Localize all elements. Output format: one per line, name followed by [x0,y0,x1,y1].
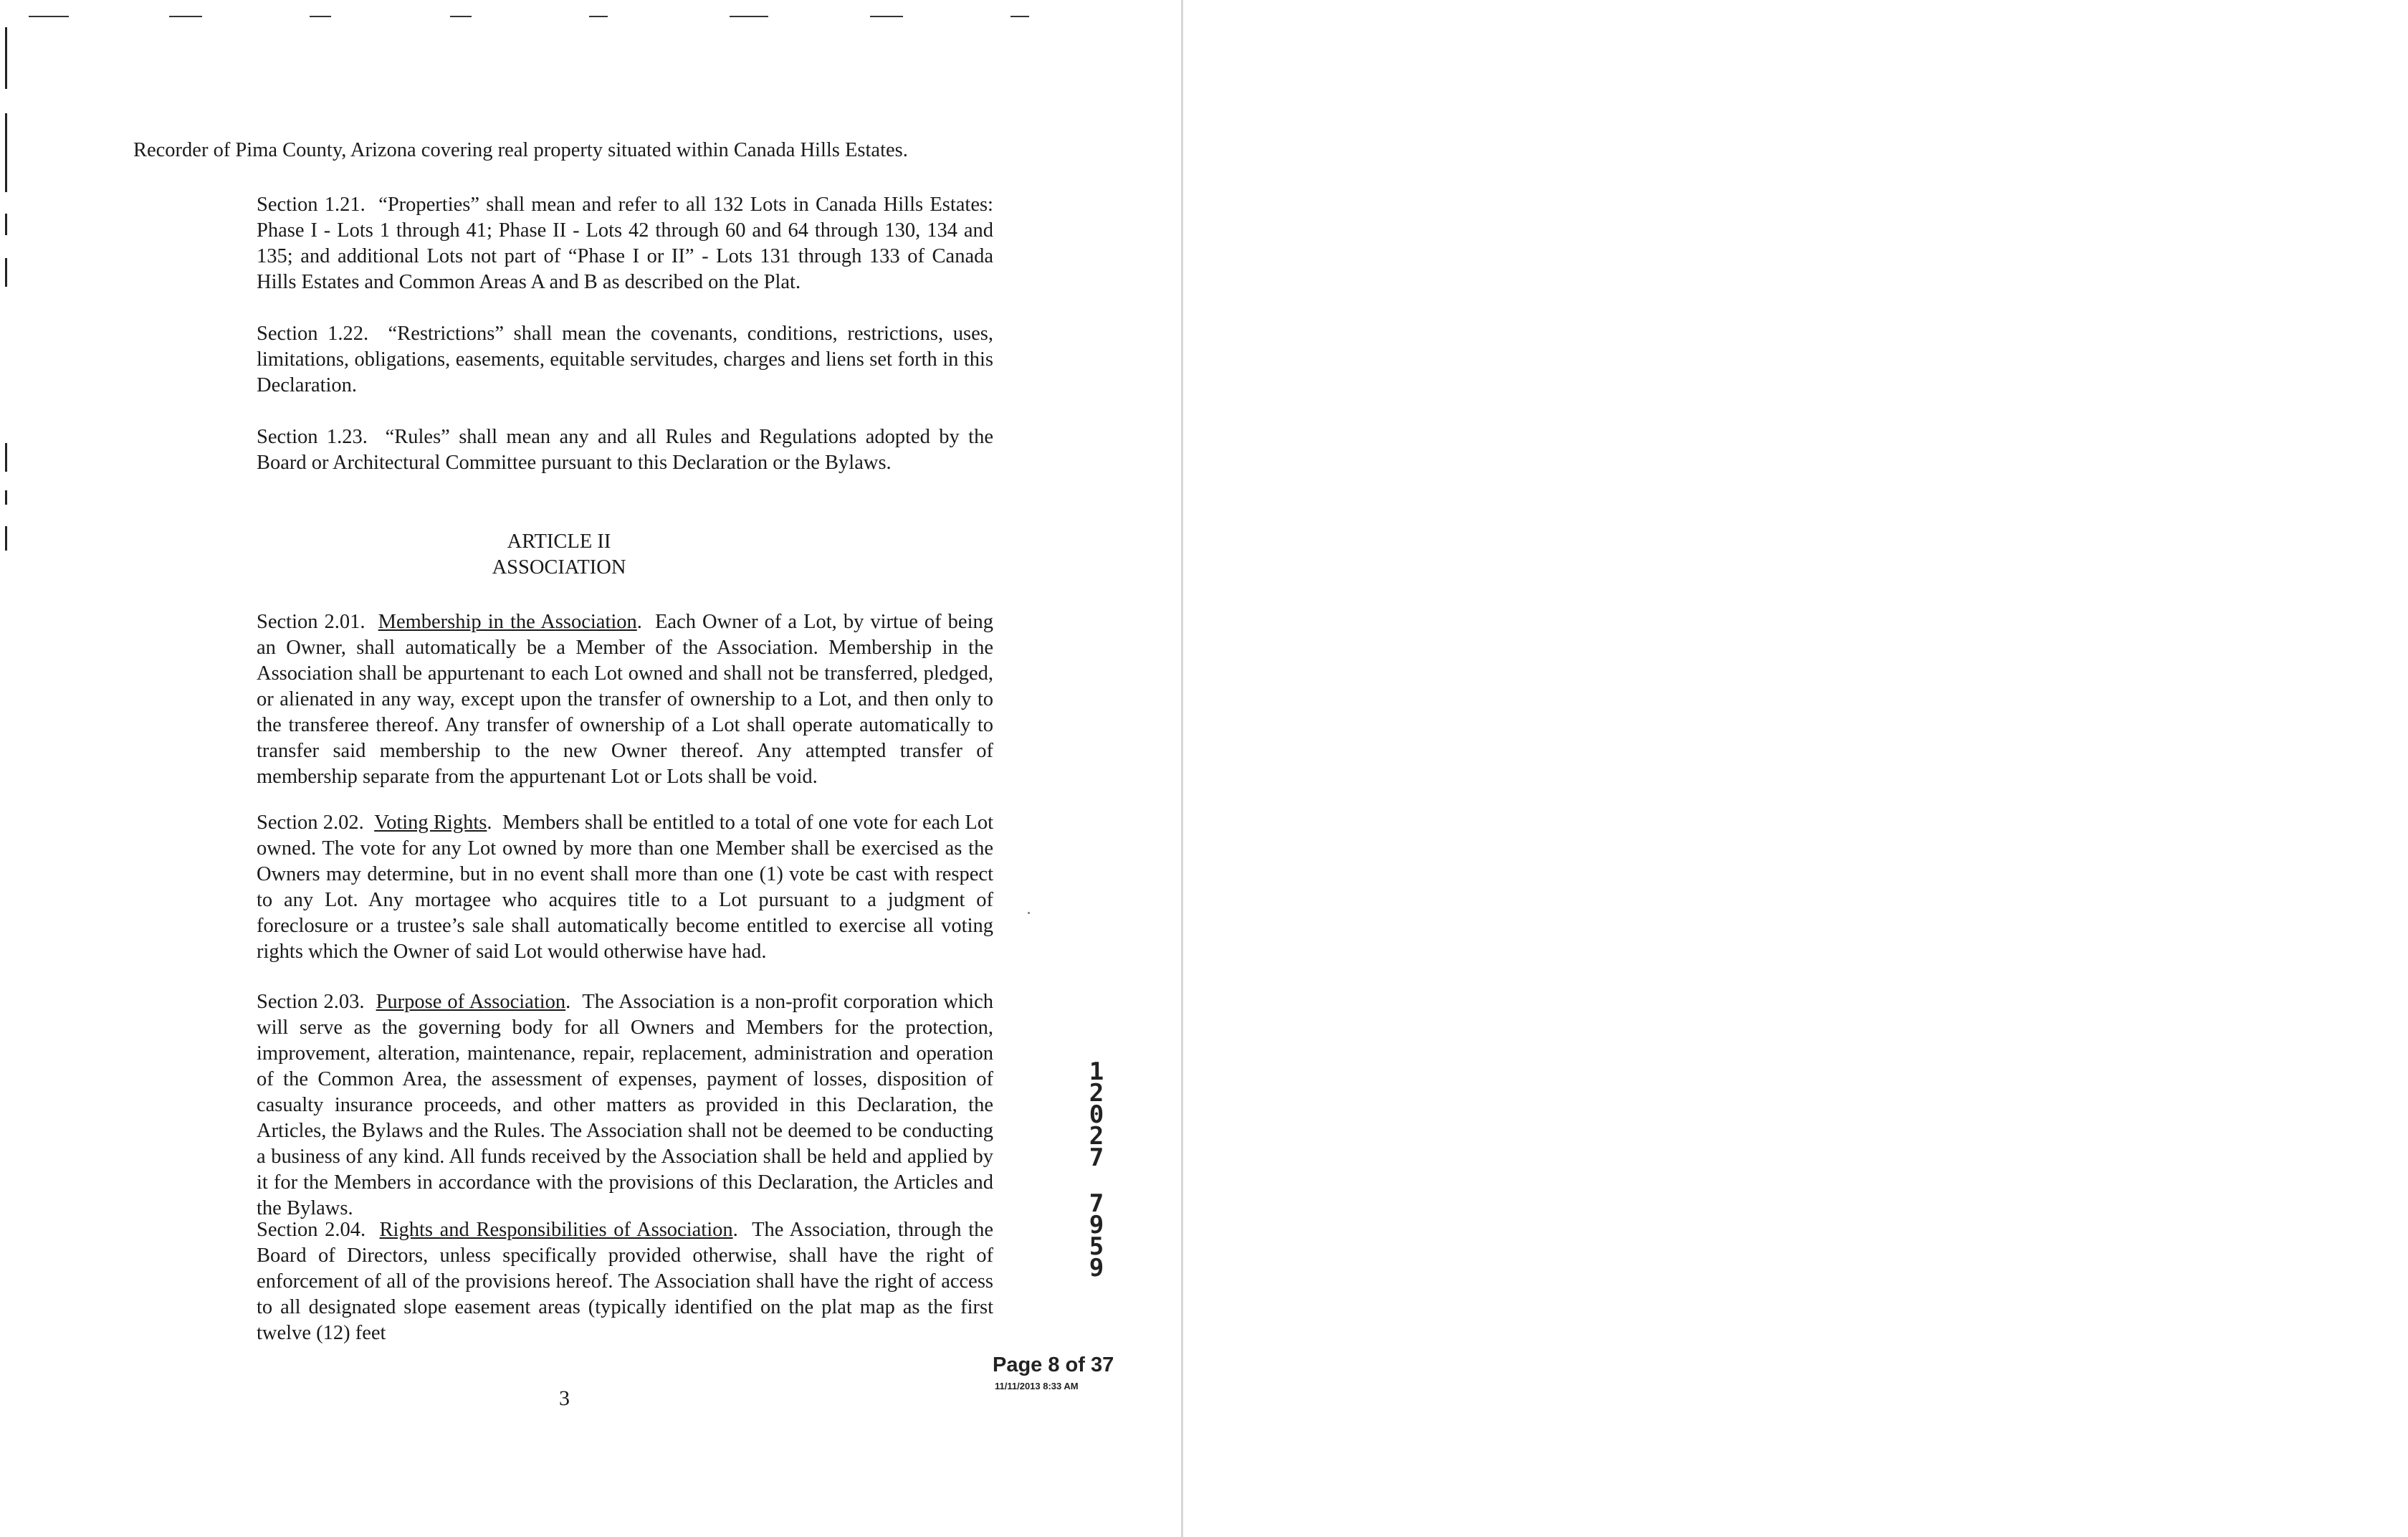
section-heading: Membership in the Association [378,611,637,633]
recorder-stamp-digit: 7 [1089,1143,1104,1172]
section-1-21 [133,192,993,295]
scan-margin-mark [5,526,7,551]
recorder-stamp-digit: 1 [1089,1057,1104,1086]
section-number: Section 2.02. [257,812,364,834]
section-2-04: Section 2.04. Rights and Responsibilities of Association. The Association, through the Board of Directors, unless specifically provided otherwise, shall have the right of enforcement of all of the provisions hereof. The Association shall have the right of access to all designated slope easement areas (typically identified on the plat map as the first twelve (12) feet [257,1219,994,1344]
print-timestamp: 11/11/2013 8:33 AM [995,1381,1079,1391]
recorder-stamp-digit: 9 [1089,1254,1104,1283]
section-text: “Properties” shall mean and refer to all 132 Lots in Canada Hills Estates: Phase I - Lots 1 through 41; Phase II - Lots 42 through 60 and 64 through 130, 134 and 135; and additional Lots not part of “Phase I or II” - Lots 131 through 133 of Canada Hills Estates and Common Areas A and B as described on the Plat. [257,194,993,293]
scan-mark [589,16,608,17]
section-heading: Rights and Responsibilities of Association [379,1219,733,1241]
recorder-stamp-digit: 0 [1089,1100,1104,1129]
scan-margin-mark [5,27,7,89]
section-1-22 [133,321,993,399]
recorder-stamp-digit: 2 [1089,1079,1104,1108]
section-text: The Association is a non-profit corporation which will serve as the governing body for all Owners and Members for the protection, improvement, alteration, maintenance, repair, replacement, administration and operation of the Common Area, the assessment of expenses, payment of losses, disposition of casualty insurance proceeds, and other matters as provided in this Declaration, the Articles, the Bylaws and the Rules. The Association shall not be deemed to be conducting a business of any kind. All funds received by the Association shall be held and applied by it for the Members in accordance with the provisions of this Declaration, the Articles and the Bylaws. [257,991,993,1219]
scan-mark [1010,16,1029,17]
section-text: Each Owner of a Lot, by virtue of being an Owner, shall automatically be a Member of the Association. Membership in the Association shall be appurtenant to each Lot owned and shall not be transferred, pledged, or alienated in any way, except upon the transfer of ownership to a Lot, and then only to the transferee thereof. Any transfer of ownership of a Lot shall operate automatically to transfer said membership to the new Owner thereof. Any attempted transfer of membership separate from the appurtenant Lot or Lots shall be void. [257,611,993,788]
scan-mark [169,16,202,17]
scan-mark [730,16,768,17]
section-heading: Purpose of Association [376,991,566,1013]
recorder-stamp-digit: 5 [1089,1232,1104,1261]
section-text: “Restrictions” shall mean the covenants, conditions, restrictions, uses, limitations, obligations, easements, equitable servitudes, charges and liens set forth in this Declaration. [257,323,993,396]
intro-line: Recorder of Pima County, Arizona covering real property situated within Canada Hills Estates. [133,139,908,161]
scan-mark [450,16,472,17]
section-2-02: Section 2.02. Voting Rights. Members shall be entitled to a total of one vote for each Lot owned. The vote for any Lot owned by more than one Member shall be exercised as the Owners may determine, but in no event shall more than one (1) vote be cast with respect to any Lot. Any mortagee who acquires title to a Lot pursuant to a judgment of foreclosure or a trustee’s sale shall automatically become entitled to exercise all voting rights which the Owner of said Lot would otherwise have had. [257,812,994,963]
section-text: The Association, through the Board of Directors, unless specifically provided otherwise, shall have the right of enforcement of all of the provisions hereof. The Association shall have the right of access to all designated slope easement areas (typically identified on the plat map as the first twelve (12) feet [257,1219,994,1344]
page-number: 3 [559,1386,570,1410]
scan-margin-mark [5,258,7,287]
recorder-stamp-digit: 7 [1089,1189,1104,1218]
article-number: ARTICLE II [507,530,611,553]
scan-speck [1028,912,1030,914]
document-page [0,0,1181,1537]
empty-viewer-pane [1183,0,2408,1537]
section-heading: Voting Rights [374,812,487,834]
section-1-23 [133,424,993,476]
section-number: Section 2.03. [257,991,365,1013]
section-2-01: Section 2.01. Membership in the Association. Each Owner of a Lot, by virtue of being an Owner, shall automatically be a Member of the Association. Membership in the Association shall be appurtenant to each Lot owned and shall not be transferred, pledged, or alienated in any way, except upon the transfer of ownership to a Lot, and then only to the transferee thereof. Any transfer of ownership of a Lot shall operate automatically to transfer said membership to the new Owner thereof. Any attempted transfer of membership separate from the appurtenant Lot or Lots shall be void. [257,611,993,788]
scan-margin-mark [5,113,7,192]
section-number: Section 1.22. [257,323,369,345]
section-text: “Rules” shall mean any and all Rules and Regulations adopted by the Board or Architectural Committee pursuant to this Declaration or the Bylaws. [257,426,993,474]
section-2-03: Section 2.03. Purpose of Association. The Association is a non-profit corporation which will serve as the governing body for all Owners and Members for the protection, improvement, alteration, maintenance, repair, replacement, administration and operation of the Common Area, the assessment of expenses, payment of losses, disposition of casualty insurance proceeds, and other matters as provided in this Declaration, the Articles, the Bylaws and the Rules. The Association shall not be deemed to be conducting a business of any kind. All funds received by the Association shall be held and applied by it for the Members in accordance with the provisions of this Declaration, the Articles and the Bylaws. [257,991,993,1219]
scan-mark [310,16,331,17]
scan-margin-mark [5,214,7,235]
scan-margin-mark [5,443,7,472]
scan-mark [29,16,69,17]
scan-mark [870,16,903,17]
article-title: ASSOCIATION [492,556,626,579]
scan-margin-mark [5,490,7,505]
recorder-stamp-digit: 2 [1089,1122,1104,1151]
recorder-stamp-digit: 9 [1089,1211,1104,1239]
section-number: Section 2.04. [257,1219,366,1241]
section-number: Section 2.01. [257,611,366,633]
section-number: Section 1.23. [257,426,368,448]
page-count-label: Page 8 of 37 [993,1353,1114,1376]
section-text: Members shall be entitled to a total of one vote for each Lot owned. The vote for any Lot owned by more than one Member shall be exercised as the Owners may determine, but in no event shall more than one (1) vote be cast with respect to any Lot. Any mortagee who acquires title to a Lot pursuant to a judgment of foreclosure or a trustee’s sale shall automatically become entitled to exercise all voting rights which the Owner of said Lot would otherwise have had. [257,812,994,963]
section-number: Section 1.21. [257,194,366,216]
